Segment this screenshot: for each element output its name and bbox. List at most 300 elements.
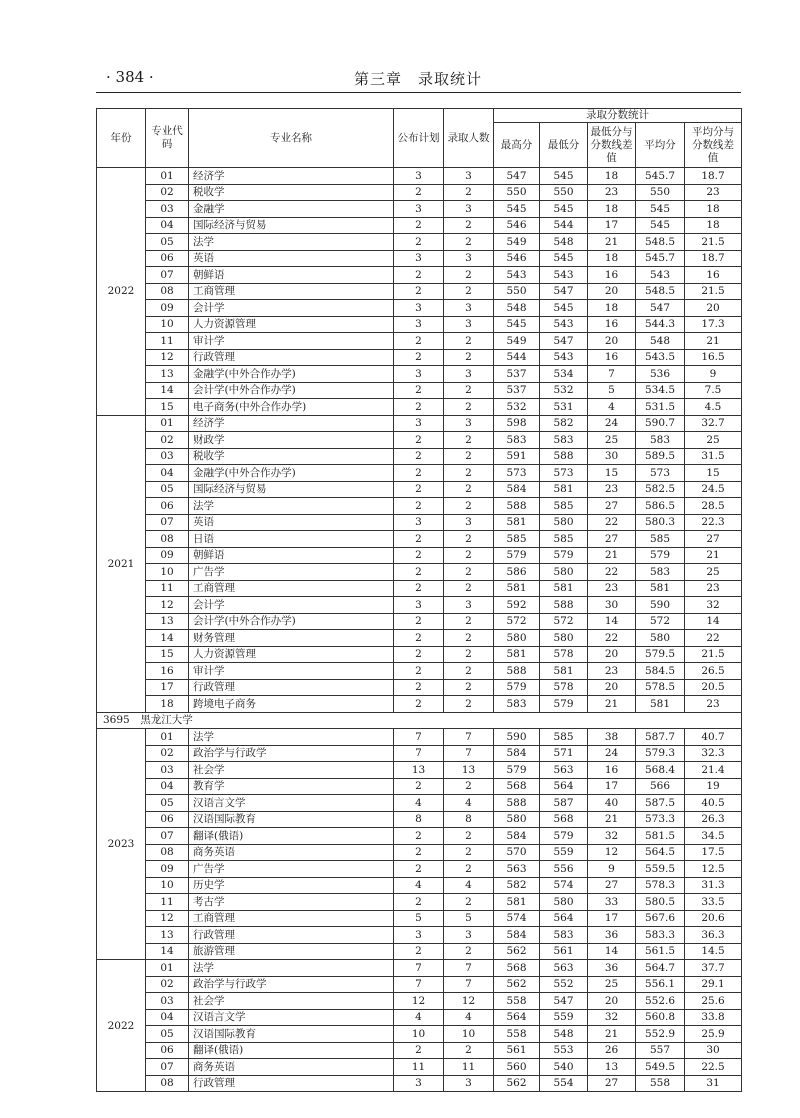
- plan-count: 2: [394, 465, 444, 482]
- max-score: 546: [494, 217, 540, 234]
- admitted-count: 2: [444, 531, 494, 548]
- min-score: 531: [540, 399, 588, 416]
- major-name: 日语: [189, 531, 394, 548]
- avg-gap: 21.5: [685, 234, 742, 251]
- plan-count: 2: [394, 448, 444, 465]
- max-score: 572: [494, 613, 540, 630]
- min-score: 579: [540, 828, 588, 845]
- plan-count: 2: [394, 778, 444, 795]
- avg-score: 547: [636, 300, 685, 317]
- avg-gap: 30: [685, 1042, 742, 1059]
- min-score: 578: [540, 679, 588, 696]
- admitted-count: 4: [444, 795, 494, 812]
- admitted-count: 2: [444, 630, 494, 647]
- max-score: 546: [494, 250, 540, 267]
- major-code: 08: [146, 1075, 189, 1092]
- table-row: [97, 1059, 742, 1076]
- max-score: 550: [494, 283, 540, 300]
- table-row: [97, 646, 742, 663]
- min-score: 547: [540, 993, 588, 1010]
- min-gap: 14: [588, 943, 636, 960]
- min-score: 543: [540, 316, 588, 333]
- min-score: 585: [540, 498, 588, 515]
- min-gap: 20: [588, 646, 636, 663]
- plan-count: 2: [394, 217, 444, 234]
- plan-count: 2: [394, 498, 444, 515]
- min-score: 548: [540, 1026, 588, 1043]
- plan-count: 13: [394, 762, 444, 779]
- min-score: 580: [540, 564, 588, 581]
- min-gap: 36: [588, 960, 636, 977]
- table-row: [97, 811, 742, 828]
- admitted-count: 13: [444, 762, 494, 779]
- avg-gap: 14: [685, 613, 742, 630]
- avg-score: 589.5: [636, 448, 685, 465]
- plan-count: 2: [394, 267, 444, 284]
- min-gap: 20: [588, 993, 636, 1010]
- min-score: 545: [540, 300, 588, 317]
- min-gap: 23: [588, 663, 636, 680]
- max-score: 564: [494, 1009, 540, 1026]
- avg-gap: 23: [685, 580, 742, 597]
- major-name: 英语: [189, 514, 394, 531]
- avg-gap: 17.5: [685, 844, 742, 861]
- major-code: 12: [146, 910, 189, 927]
- avg-gap: 16: [685, 267, 742, 284]
- min-gap: 23: [588, 481, 636, 498]
- min-gap: 30: [588, 448, 636, 465]
- major-name: 法学: [189, 729, 394, 746]
- avg-score: 581: [636, 696, 685, 713]
- major-code: 02: [146, 976, 189, 993]
- major-code: 14: [146, 630, 189, 647]
- avg-gap: 29.1: [685, 976, 742, 993]
- min-score: 581: [540, 481, 588, 498]
- avg-gap: 31.5: [685, 448, 742, 465]
- table-row: [97, 168, 742, 185]
- min-score: 573: [540, 465, 588, 482]
- min-gap: 17: [588, 217, 636, 234]
- min-score: 564: [540, 778, 588, 795]
- major-name: 历史学: [189, 877, 394, 894]
- min-gap: 22: [588, 564, 636, 581]
- min-score: 582: [540, 415, 588, 432]
- max-score: 588: [494, 795, 540, 812]
- table-row: [97, 250, 742, 267]
- header-score-group: 录取分数统计: [494, 109, 742, 123]
- max-score: 580: [494, 811, 540, 828]
- avg-gap: 37.7: [685, 960, 742, 977]
- major-code: 09: [146, 300, 189, 317]
- min-gap: 4: [588, 399, 636, 416]
- avg-score: 579.5: [636, 646, 685, 663]
- table-row: [97, 943, 742, 960]
- plan-count: 2: [394, 283, 444, 300]
- max-score: 532: [494, 399, 540, 416]
- min-score: 580: [540, 894, 588, 911]
- avg-gap: 36.3: [685, 927, 742, 944]
- avg-score: 583.3: [636, 927, 685, 944]
- admitted-count: 3: [444, 415, 494, 432]
- table-row: [97, 217, 742, 234]
- avg-score: 580: [636, 630, 685, 647]
- major-code: 02: [146, 432, 189, 449]
- min-score: 568: [540, 811, 588, 828]
- min-gap: 32: [588, 828, 636, 845]
- avg-gap: 27: [685, 531, 742, 548]
- major-name: 工商管理: [189, 283, 394, 300]
- major-code: 04: [146, 465, 189, 482]
- major-name: 行政管理: [189, 679, 394, 696]
- major-name: 汉语言文学: [189, 795, 394, 812]
- plan-count: 11: [394, 1059, 444, 1076]
- major-name: 跨境电子商务: [189, 696, 394, 713]
- avg-score: 531.5: [636, 399, 685, 416]
- max-score: 598: [494, 415, 540, 432]
- avg-score: 544.3: [636, 316, 685, 333]
- max-score: 584: [494, 828, 540, 845]
- admitted-count: 2: [444, 943, 494, 960]
- admitted-count: 2: [444, 498, 494, 515]
- min-gap: 40: [588, 795, 636, 812]
- table-row: [97, 993, 742, 1010]
- min-score: 564: [540, 910, 588, 927]
- max-score: 568: [494, 960, 540, 977]
- min-score: 553: [540, 1042, 588, 1059]
- major-code: 01: [146, 415, 189, 432]
- admitted-count: 2: [444, 613, 494, 630]
- major-code: 04: [146, 217, 189, 234]
- avg-gap: 22: [685, 630, 742, 647]
- table-row: [97, 894, 742, 911]
- avg-score: 564.7: [636, 960, 685, 977]
- avg-gap: 32: [685, 597, 742, 614]
- min-score: 563: [540, 960, 588, 977]
- avg-score: 583: [636, 432, 685, 449]
- admitted-count: 2: [444, 679, 494, 696]
- max-score: 562: [494, 1075, 540, 1092]
- plan-count: 2: [394, 184, 444, 201]
- chapter-title: 第三章 录取统计: [353, 70, 482, 88]
- major-code: 04: [146, 778, 189, 795]
- max-score: 537: [494, 366, 540, 383]
- plan-count: 2: [394, 481, 444, 498]
- plan-count: 2: [394, 696, 444, 713]
- max-score: 579: [494, 679, 540, 696]
- major-code: 05: [146, 795, 189, 812]
- major-code: 03: [146, 993, 189, 1010]
- admitted-count: 4: [444, 877, 494, 894]
- table-row: [97, 663, 742, 680]
- plan-count: 2: [394, 943, 444, 960]
- major-code: 12: [146, 597, 189, 614]
- major-name: 金融学(中外合作办学): [189, 366, 394, 383]
- major-code: 06: [146, 811, 189, 828]
- avg-gap: 18: [685, 201, 742, 218]
- table-row: [97, 910, 742, 927]
- major-code: 13: [146, 927, 189, 944]
- table-row: [97, 778, 742, 795]
- avg-gap: 33.5: [685, 894, 742, 911]
- major-name: 财政学: [189, 432, 394, 449]
- min-score: 581: [540, 663, 588, 680]
- max-score: 581: [494, 580, 540, 597]
- max-score: 548: [494, 300, 540, 317]
- plan-count: 3: [394, 514, 444, 531]
- max-score: 574: [494, 910, 540, 927]
- plan-count: 8: [394, 811, 444, 828]
- plan-count: 3: [394, 366, 444, 383]
- avg-score: 558: [636, 1075, 685, 1092]
- major-code: 01: [146, 960, 189, 977]
- min-score: 545: [540, 201, 588, 218]
- plan-count: 2: [394, 349, 444, 366]
- major-code: 14: [146, 943, 189, 960]
- min-gap: 16: [588, 267, 636, 284]
- min-gap: 24: [588, 415, 636, 432]
- avg-score: 545: [636, 201, 685, 218]
- max-score: 558: [494, 993, 540, 1010]
- plan-count: 3: [394, 597, 444, 614]
- major-name: 会计学(中外合作办学): [189, 613, 394, 630]
- header-min: 最低分: [540, 123, 588, 168]
- major-name: 朝鲜语: [189, 547, 394, 564]
- min-gap: 17: [588, 778, 636, 795]
- admitted-count: 2: [444, 580, 494, 597]
- major-code: 08: [146, 531, 189, 548]
- avg-gap: 21.5: [685, 283, 742, 300]
- min-gap: 33: [588, 894, 636, 911]
- min-score: 578: [540, 646, 588, 663]
- table-header: [97, 109, 742, 168]
- min-score: 579: [540, 547, 588, 564]
- avg-gap: 18.7: [685, 250, 742, 267]
- avg-score: 590.7: [636, 415, 685, 432]
- plan-count: 2: [394, 547, 444, 564]
- admitted-count: 2: [444, 547, 494, 564]
- max-score: 579: [494, 762, 540, 779]
- table-row: [97, 465, 742, 482]
- avg-score: 579: [636, 547, 685, 564]
- avg-score: 545: [636, 217, 685, 234]
- avg-gap: 25: [685, 564, 742, 581]
- max-score: 583: [494, 432, 540, 449]
- min-score: 581: [540, 580, 588, 597]
- major-code: 01: [146, 168, 189, 185]
- plan-count: 3: [394, 168, 444, 185]
- max-score: 544: [494, 349, 540, 366]
- table-row: [97, 696, 742, 713]
- max-score: 561: [494, 1042, 540, 1059]
- max-score: 543: [494, 267, 540, 284]
- table-row: [97, 481, 742, 498]
- avg-score: 564.5: [636, 844, 685, 861]
- min-score: 579: [540, 696, 588, 713]
- plan-count: 12: [394, 993, 444, 1010]
- table-row: [97, 531, 742, 548]
- min-gap: 21: [588, 234, 636, 251]
- avg-gap: 22.5: [685, 1059, 742, 1076]
- major-code: 06: [146, 1042, 189, 1059]
- min-gap: 13: [588, 1059, 636, 1076]
- table-row: [97, 283, 742, 300]
- plan-count: 3: [394, 927, 444, 944]
- avg-gap: 20.6: [685, 910, 742, 927]
- max-score: 588: [494, 663, 540, 680]
- min-gap: 27: [588, 1075, 636, 1092]
- plan-count: 2: [394, 844, 444, 861]
- avg-score: 543.5: [636, 349, 685, 366]
- avg-gap: 21.5: [685, 646, 742, 663]
- min-gap: 14: [588, 613, 636, 630]
- avg-gap: 31.3: [685, 877, 742, 894]
- avg-score: 534.5: [636, 382, 685, 399]
- plan-count: 2: [394, 861, 444, 878]
- admitted-count: 2: [444, 184, 494, 201]
- table-row: [97, 877, 742, 894]
- table-row: [97, 366, 742, 383]
- table-row: [97, 580, 742, 597]
- major-code: 10: [146, 564, 189, 581]
- avg-score: 566: [636, 778, 685, 795]
- header-rule: [96, 92, 741, 93]
- min-gap: 20: [588, 283, 636, 300]
- avg-score: 586.5: [636, 498, 685, 515]
- major-code: 11: [146, 333, 189, 350]
- min-gap: 5: [588, 382, 636, 399]
- major-name: 审计学: [189, 663, 394, 680]
- max-score: 580: [494, 630, 540, 647]
- admitted-count: 7: [444, 976, 494, 993]
- admitted-count: 2: [444, 234, 494, 251]
- university-label: 3695 黑龙江大学: [97, 712, 742, 729]
- table-row: [97, 762, 742, 779]
- admitted-count: 2: [444, 894, 494, 911]
- max-score: 590: [494, 729, 540, 746]
- major-name: 审计学: [189, 333, 394, 350]
- avg-score: 552.6: [636, 993, 685, 1010]
- major-name: 金融学: [189, 201, 394, 218]
- avg-score: 550: [636, 184, 685, 201]
- min-score: 585: [540, 729, 588, 746]
- min-gap: 30: [588, 597, 636, 614]
- min-score: 547: [540, 283, 588, 300]
- admitted-count: 12: [444, 993, 494, 1010]
- avg-gap: 25.6: [685, 993, 742, 1010]
- table-row: [97, 448, 742, 465]
- admitted-count: 2: [444, 861, 494, 878]
- min-score: 548: [540, 234, 588, 251]
- max-score: 547: [494, 168, 540, 185]
- major-code: 02: [146, 745, 189, 762]
- major-name: 广告学: [189, 861, 394, 878]
- avg-score: 552.9: [636, 1026, 685, 1043]
- avg-gap: 12.5: [685, 861, 742, 878]
- header-admitted: 录取人数: [444, 109, 494, 168]
- admitted-count: 7: [444, 745, 494, 762]
- admitted-count: 4: [444, 1009, 494, 1026]
- university-row: [97, 712, 742, 729]
- avg-gap: 26.3: [685, 811, 742, 828]
- avg-gap: 23: [685, 184, 742, 201]
- admitted-count: 5: [444, 910, 494, 927]
- major-code: 07: [146, 514, 189, 531]
- table-row: [97, 960, 742, 977]
- avg-gap: 25: [685, 432, 742, 449]
- min-gap: 22: [588, 630, 636, 647]
- plan-count: 2: [394, 432, 444, 449]
- max-score: 560: [494, 1059, 540, 1076]
- min-gap: 21: [588, 547, 636, 564]
- min-gap: 21: [588, 1026, 636, 1043]
- min-score: 563: [540, 762, 588, 779]
- admitted-count: 2: [444, 778, 494, 795]
- plan-count: 7: [394, 729, 444, 746]
- plan-count: 2: [394, 894, 444, 911]
- table-row: [97, 432, 742, 449]
- table-row: [97, 399, 742, 416]
- major-code: 03: [146, 762, 189, 779]
- major-code: 12: [146, 349, 189, 366]
- min-score: 547: [540, 333, 588, 350]
- plan-count: 2: [394, 382, 444, 399]
- admitted-count: 3: [444, 514, 494, 531]
- table-row: [97, 828, 742, 845]
- plan-count: 4: [394, 877, 444, 894]
- plan-count: 4: [394, 1009, 444, 1026]
- major-name: 国际经济与贸易: [189, 481, 394, 498]
- plan-count: 7: [394, 745, 444, 762]
- min-gap: 18: [588, 250, 636, 267]
- plan-count: 2: [394, 580, 444, 597]
- page-number: · 384 ·: [106, 68, 154, 86]
- avg-score: 580.3: [636, 514, 685, 531]
- min-gap: 17: [588, 910, 636, 927]
- max-score: 545: [494, 316, 540, 333]
- table-row: [97, 564, 742, 581]
- admitted-count: 2: [444, 283, 494, 300]
- avg-score: 561.5: [636, 943, 685, 960]
- table-row: [97, 349, 742, 366]
- max-score: 570: [494, 844, 540, 861]
- major-name: 人力资源管理: [189, 316, 394, 333]
- avg-score: 581.5: [636, 828, 685, 845]
- min-gap: 32: [588, 1009, 636, 1026]
- table-row: [97, 976, 742, 993]
- min-score: 588: [540, 597, 588, 614]
- avg-gap: 26.5: [685, 663, 742, 680]
- admitted-count: 3: [444, 168, 494, 185]
- max-score: 581: [494, 646, 540, 663]
- major-code: 05: [146, 481, 189, 498]
- table-row: [97, 415, 742, 432]
- admitted-count: 3: [444, 366, 494, 383]
- avg-score: 548.5: [636, 234, 685, 251]
- table-row: [97, 844, 742, 861]
- plan-count: 3: [394, 1075, 444, 1092]
- avg-gap: 32.3: [685, 745, 742, 762]
- major-name: 国际经济与贸易: [189, 217, 394, 234]
- major-name: 财务管理: [189, 630, 394, 647]
- min-score: 583: [540, 927, 588, 944]
- avg-gap: 16.5: [685, 349, 742, 366]
- min-gap: 18: [588, 300, 636, 317]
- min-score: 532: [540, 382, 588, 399]
- admission-score-table: [96, 108, 742, 1092]
- major-code: 05: [146, 234, 189, 251]
- table-row: [97, 514, 742, 531]
- table-row: [97, 300, 742, 317]
